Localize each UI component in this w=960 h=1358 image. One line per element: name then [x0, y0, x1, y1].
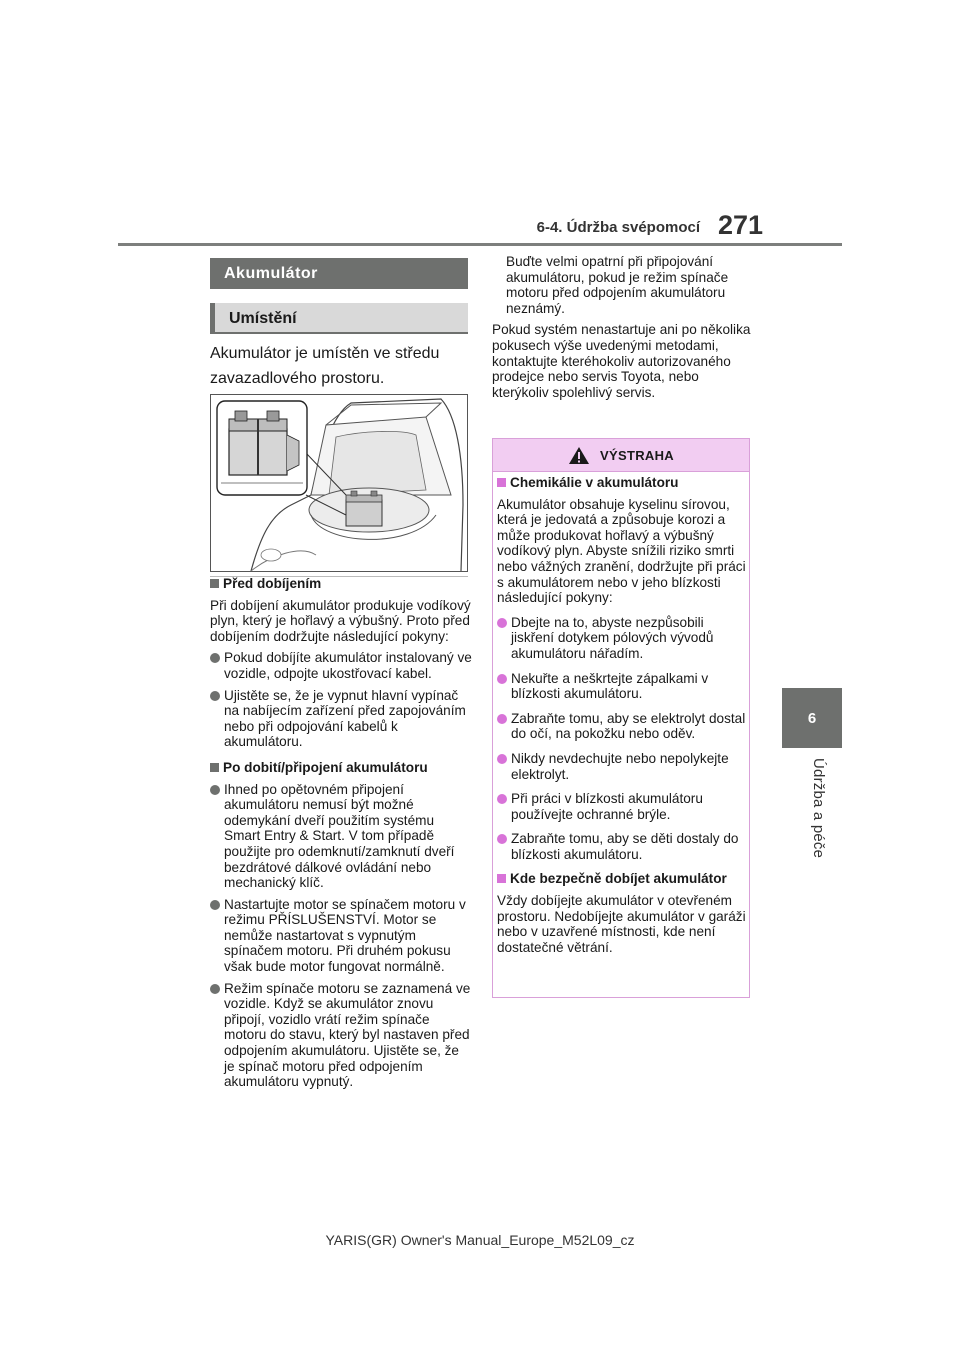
warning-header	[493, 439, 749, 472]
list-item: Nikdy nevdechujte nebo nepolykejte elektrolyt.	[497, 751, 747, 782]
list-item: Nekuřte a neškrtejte zápalkami v blízkosti akumulátoru.	[497, 671, 747, 702]
list-item: Režim spínače motoru se zaznamená ve vozidle. Když se akumulátor znovu připojí, vozidlo vrátí režim spínače motoru do stavu, který byl nastaven před odpojením akumulátoru. Ujistěte se, že je spínač motoru před odpojením akumulátoru vypnutý.	[210, 981, 472, 1090]
warning-title: VÝSTRAHA	[600, 447, 674, 463]
where-to-charge-heading: Kde bezpečně dobíjet akumulátor	[497, 871, 747, 887]
left-column	[210, 576, 472, 1096]
battery-location-illustration	[210, 394, 468, 572]
list-item: Ujistěte se, že je vypnut hlavní vypínač na nabíjecím zařízení před zapojováním nebo při odpojování kabelů k akumulátoru.	[210, 688, 472, 750]
support-paragraph: Pokud systém nenastartuje ani po několika pokusech výše uvedenými metodami, kontaktujte kteréhokoliv autorizovaného prodejce nebo servis Toyota, nebo kterýkoliv spolehlivý servis.	[492, 322, 751, 400]
list-item: Zabraňte tomu, aby se elektrolyt dostal do očí, na pokožku nebo oděv.	[497, 711, 747, 742]
warning-triangle-icon	[568, 446, 590, 465]
list-item: Pokud dobíjíte akumulátor instalovaný ve vozidle, odpojte ukostřovací kabel.	[210, 650, 472, 681]
header-rule	[118, 243, 842, 246]
battery-small	[346, 491, 382, 526]
before-charging-heading: Před dobíjením	[210, 576, 472, 592]
list-item: Ihned po opětovném připojení akumulátoru nemusí být možné odemykání dveří použitím systému Smart Entry & Start. V tom případě použijte pro odemknutí/zamknutí dveří bezdrátové dálkové ovládání nebo mechanický klíč.	[210, 782, 472, 891]
continued-note: Buďte velmi opatrní při připojování akumulátoru, pokud je režim spínače motoru před odpojením akumulátoru neznámý.	[506, 254, 729, 316]
warning-box	[492, 438, 750, 998]
list-item: Nastartujte motor se spínačem motoru v režimu PŘÍSLUŠENSTVÍ. Motor se nemůže nastartovat s vypnutým spínačem motoru. Při druhém pokusu však bude motor fungovat normálně.	[210, 897, 472, 975]
before-charging-text: Při dobíjení akumulátor produkuje vodíkový plyn, který je hořlavý a výbušný. Proto před dobíjením dodržujte následující pokyny:	[210, 597, 471, 644]
warning-body	[497, 475, 747, 961]
list-item: Dbejte na to, abyste nezpůsobili jiskření dotykem pólových vývodů akumulátoru nářadím.	[497, 615, 747, 662]
where-to-charge-text: Vždy dobíjejte akumulátor v otevřeném prostoru. Nedobíjejte akumulátor v garáži nebo v uzavřené místnosti, kde není dostatečné větrání.	[497, 893, 746, 955]
chemicals-heading: Chemikálie v akumulátoru	[497, 475, 747, 491]
sub-heading: Umístění	[210, 303, 468, 334]
chapter-tab-number: 6	[782, 688, 842, 748]
car-trunk-drawing	[211, 395, 467, 571]
intro-text: Akumulátor je umístěn ve středu zavazadlového prostoru.	[210, 345, 440, 387]
main-heading: Akumulátor	[210, 258, 468, 289]
chapter-tab-title: Údržba a péče	[810, 758, 827, 859]
footer-text: YARIS(GR) Owner's Manual_Europe_M52L09_cz	[325, 1232, 635, 1248]
page-number: 271	[718, 210, 764, 240]
section-title: 6-4. Údržba svépomocí	[536, 219, 700, 236]
chemicals-text: Akumulátor obsahuje kyselinu sírovou, která je jedovatá a způsobuje korozi a může produkovat hořlavý a výbušný vodíkový plyn. Abyste snížili riziko smrti nebo vážných zranění, dodržujte při práci s akumulátorem nebo v jeho blízkosti následující pokyny:	[497, 496, 746, 606]
right-column	[492, 254, 754, 406]
list-item: Zabraňte tomu, aby se děti dostaly do blízkosti akumulátoru.	[497, 831, 747, 862]
after-charging-heading: Po dobití/připojení akumulátoru	[210, 760, 472, 776]
list-item: Při práci v blízkosti akumulátoru používejte ochranné brýle.	[497, 791, 747, 822]
